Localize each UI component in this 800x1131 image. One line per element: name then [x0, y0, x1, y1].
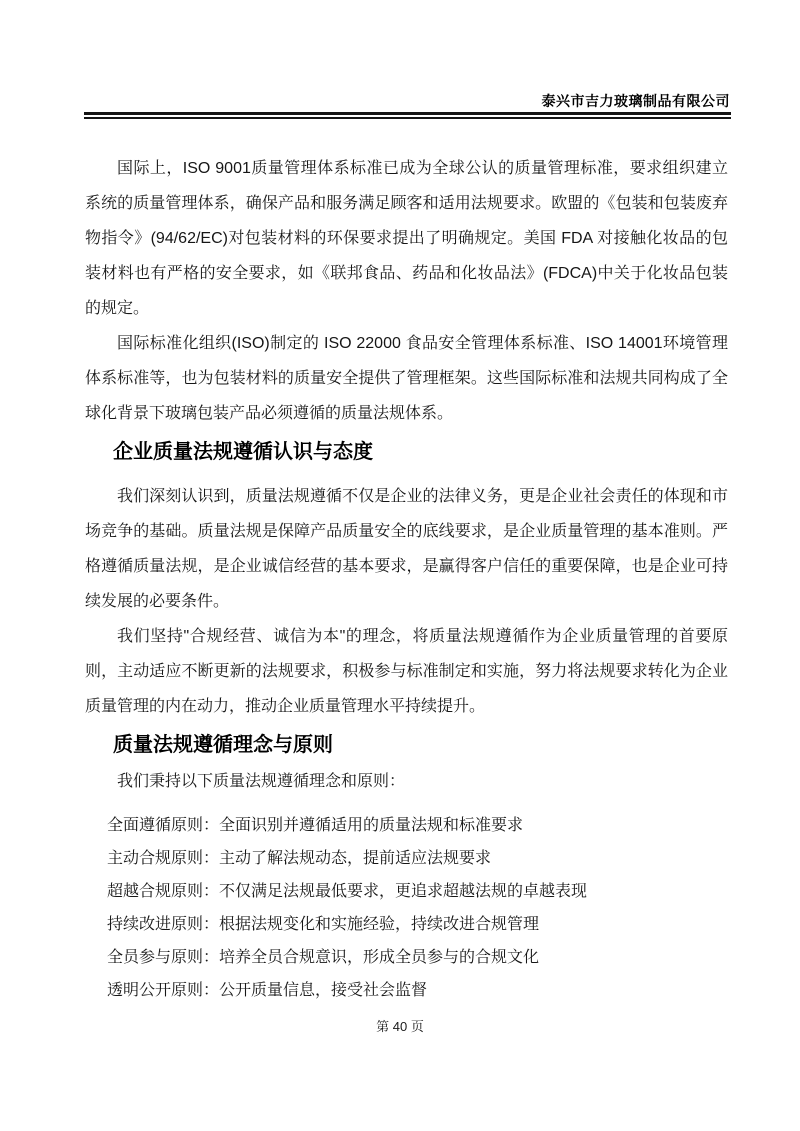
- document-body: [85, 121, 728, 1007]
- paragraph-iso-frameworks: 国际标准化组织(ISO)制定的 ISO 22000 食品安全管理体系标准、ISO 14001环境管理体系标准等，也为包装材料的质量安全提供了管理框架。这些国际标准和法规共同构成了全球化背景下玻璃包装产品必须遵循的质量法规体系。: [85, 335, 728, 422]
- principles-list: [107, 809, 728, 1007]
- principle-item-continuous-improvement: 持续改进原则：根据法规变化和实施经验，持续改进合规管理: [107, 916, 540, 933]
- paragraph-compliance-recognition: 我们深刻认识到，质量法规遵循不仅是企业的法律义务，更是企业社会责任的体现和市场竞争的基础。质量法规是保障产品质量安全的底线要求，是企业质量管理的基本准则。严格遵循质量法规，是企业诚信经营的基本要求，是赢得客户信任的重要保障，也是企业可持续发展的必要条件。: [85, 488, 728, 610]
- principle-item-transparency: 透明公开原则：公开质量信息，接受社会监督: [107, 982, 428, 999]
- paragraph-compliance-philosophy: 我们坚持"合规经营、诚信为本"的理念，将质量法规遵循作为企业质量管理的首要原则，主动适应不断更新的法规要求，积极参与标准制定和实施，努力将法规要求转化为企业质量管理的内在动力，推动企业质量管理水平持续提升。: [85, 628, 728, 715]
- header-double-rule: [84, 112, 731, 119]
- paragraph-principles-intro: 我们秉持以下质量法规遵循理念和原则：: [117, 773, 406, 790]
- section-title-principles: 质量法规遵循理念与原则: [113, 734, 333, 756]
- page-number: 第 40 页: [376, 1019, 424, 1034]
- header-company-name: 泰兴市吉力玻璃制品有限公司: [541, 93, 730, 109]
- section-title-compliance-attitude: 企业质量法规遵循认识与态度: [113, 441, 373, 463]
- principle-item-comprehensive: 全面遵循原则：全面识别并遵循适用的质量法规和标准要求: [107, 817, 524, 834]
- paragraph-international-standards: 国际上，ISO 9001质量管理体系标准已成为全球公认的质量管理标准，要求组织建立系统的质量管理体系，确保产品和服务满足顾客和适用法规要求。欧盟的《包装和包装废弃物指令》(94/62/EC)对包装材料的环保要求提出了明确规定。美国 FDA 对接触化妆品的包装材料也有严格的安全要求，如《联邦食品、药品和化妆品法》(FDCA)中关于化妆品包装的规定。: [85, 160, 728, 317]
- principle-item-full-participation: 全员参与原则：培养全员合规意识，形成全员参与的合规文化: [107, 949, 540, 966]
- principle-item-beyond-compliance: 超越合规原则：不仅满足法规最低要求，更追求超越法规的卓越表现: [107, 883, 588, 900]
- principle-item-proactive: 主动合规原则：主动了解法规动态，提前适应法规要求: [107, 850, 492, 867]
